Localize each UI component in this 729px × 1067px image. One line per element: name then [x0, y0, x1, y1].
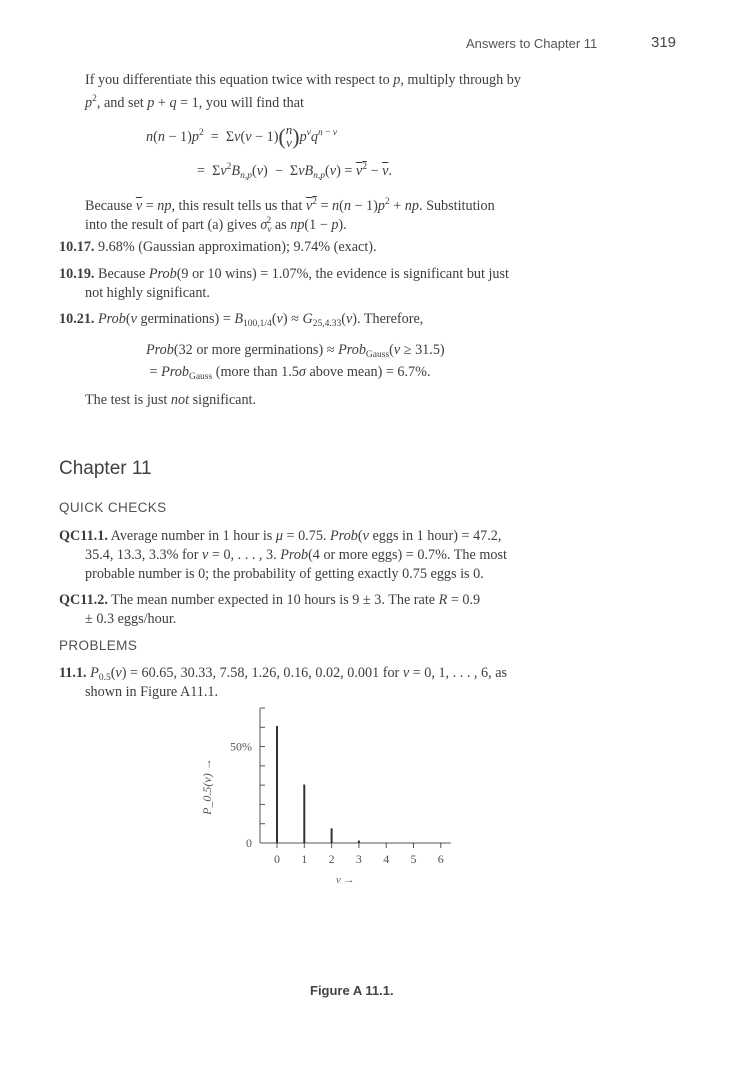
- problem-11-1: 11.1. $P_{0.5}(\nu) = 60.65$, 30.33, 7.58, 1.26, 0.16, 0.02, 0.001 for ν = 0, 1, . . . , 6, as: [59, 665, 508, 683]
- x-tick-label: 4: [383, 852, 390, 866]
- bar-5: [413, 843, 415, 844]
- intro-line-4: into the result of part (a) gives $\sigma_\nu^2$ as np(1 − p).: [85, 216, 347, 235]
- qc11-1-line-2: 35.4, 13.3, 3.3% for ν = 0, . . . , 3. Prob(4 or more eggs) = 0.7%. The most: [85, 547, 507, 563]
- answer-text: 9.68% (Gaussian approximation); 9.74% (exact).: [98, 239, 377, 255]
- x-tick-label: 0: [274, 852, 280, 866]
- quick-checks-heading: QUICK CHECKS: [59, 500, 167, 515]
- intro-line-3: Because $\overline{\nu}$ = np, this result tells us that $\nu^2 = n(n - 1)p^2$ + np. Substitution: [85, 197, 495, 214]
- answer-10-19: 10.19. Because Prob(9 or 10 wins) = 1.07%, the evidence is significant but just: [59, 266, 509, 282]
- x-tick-label: 3: [355, 852, 362, 866]
- running-head: Answers to Chapter 11: [466, 36, 598, 51]
- qc-number: QC11.2.: [59, 592, 108, 608]
- figure-caption: Figure A 11.1.: [310, 983, 394, 998]
- answer-10-19-cont: not highly significant.: [85, 285, 210, 301]
- page-number: 319: [651, 34, 677, 51]
- answer-10-17: [59, 238, 377, 257]
- equation-1: $n(n - 1)p^2 = \Sigma\nu(\nu - 1)(n$ $\nu)p^\nu q^{n - \nu}$: [146, 122, 338, 150]
- qc11-2: QC11.2. The mean number expected in 10 hours is 9 ± 3. The rate R = 0.9: [59, 592, 481, 608]
- qc11-1-line-3: probable number is 0; the probability of getting exactly 0.75 eggs is 0.: [85, 566, 484, 582]
- answer-number: 10.19.: [59, 266, 95, 282]
- qc-number: QC11.1.: [59, 528, 108, 544]
- bar-1: [303, 785, 305, 843]
- bar-0: [276, 726, 278, 843]
- answer-10-21-eq-2: = Prob$_{Gauss}$ (more than 1.5σ above mean) = 6.7%.: [146, 364, 431, 382]
- x-tick-label: 6: [437, 852, 444, 866]
- x-tick-label: 5: [410, 852, 417, 866]
- y-tick-label: 0: [246, 836, 252, 850]
- answer-number: 10.17.: [59, 239, 95, 255]
- intro-line-1: If you differentiate this equation twice with respect to p, multiply through by: [85, 72, 521, 88]
- qc11-1: QC11.1. Average number in 1 hour is μ = 0.75. Prob(ν eggs in 1 hour) = 47.2,: [59, 528, 502, 544]
- answer-10-21: 10.21. Prob(ν germinations) = $B_{100,1/4}(\nu) \approx G_{25,4.33}(\nu)$. Therefore,: [59, 311, 424, 329]
- bar-2: [331, 828, 333, 843]
- problem-11-1-line-2: shown in Figure A11.1.: [85, 684, 219, 700]
- equation-2: = $\Sigma\nu^2B_{n,p}(\nu) - \Sigma\nu B_{n,p}(\nu) = \nu^2 - \overline{\nu}$.: [197, 162, 392, 181]
- y-axis-label: P_0.5(ν) →: [200, 758, 214, 815]
- answer-10-21-eq-1: Prob(32 or more germinations) ≈ Prob$_{Gauss}$(ν ≥ 31.5): [146, 342, 445, 360]
- chapter-title: Chapter 11: [59, 458, 152, 479]
- y-tick-label: 50%: [230, 739, 252, 754]
- conclusion: The test is just not significant.: [85, 392, 257, 408]
- intro-line-2: $p^2$, and set p + q = 1, you will find that: [85, 94, 304, 111]
- figure-a11-1-chart: [190, 700, 490, 970]
- problem-number: 11.1.: [59, 665, 87, 681]
- bar-6: [440, 843, 442, 844]
- problems-heading: PROBLEMS: [59, 638, 138, 653]
- x-tick-label: 2: [328, 852, 335, 866]
- answer-number: 10.21.: [59, 311, 95, 327]
- x-axis-label: ν →: [335, 874, 355, 886]
- x-tick-label: 1: [301, 852, 308, 866]
- bar-4: [385, 843, 387, 844]
- qc11-2-line-2: ± 0.3 eggs/hour.: [85, 611, 177, 627]
- bar-3: [358, 841, 360, 843]
